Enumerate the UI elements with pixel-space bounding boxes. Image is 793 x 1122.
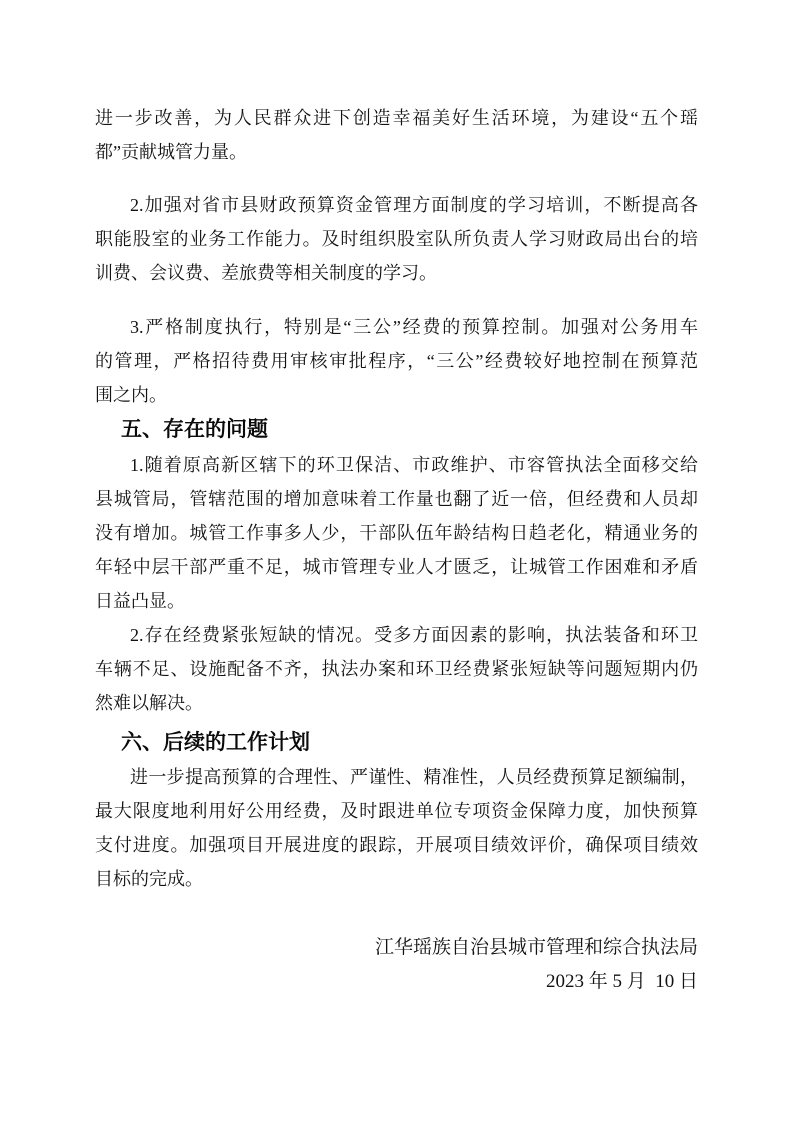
text-line: 3.严格制度执行，特别是“三公”经费的预算控制。加强对公务用车: [130, 317, 698, 337]
signature-block: [95, 931, 698, 999]
text-line: 2.加强对省市县财政预算资金管理方面制度的学习培训，不断提高各: [130, 195, 698, 215]
paragraph: [95, 760, 698, 896]
text-line: 车辆不足、设施配备不齐，执法办案和环卫经费紧张短缺等问题短期内仍: [95, 659, 698, 679]
text-line: 然难以解决。: [95, 693, 203, 713]
signature-organization: 江华瑶族自治县城市管理和综合执法局: [374, 937, 698, 958]
text-line: 最大限度地利用好公用经费，及时跟进单位专项资金保障力度，加快预算: [95, 801, 698, 821]
text-line: 县城管局，管辖范围的增加意味着工作量也翻了近一倍，但经费和人员却: [95, 489, 698, 509]
text-line: 都”贡献城管力量。: [95, 142, 247, 162]
text-line: 1.随着原高新区辖下的环卫保洁、市政维护、市容管执法全面移交给: [130, 455, 698, 475]
text-line: 年轻中层干部严重不足，城市管理专业人才匮乏，让城管工作困难和矛盾: [95, 557, 698, 577]
section-heading: [95, 726, 698, 760]
text-line: 的管理，严格招待费用审核审批程序，“三公”经费较好地控制在预算范: [95, 351, 698, 371]
paragraph: [95, 310, 698, 412]
text-line: 目标的完成。: [95, 869, 203, 889]
text-line: 五、存在的问题: [121, 418, 268, 441]
text-line: 支付进度。加强项目开展进度的跟踪，开展项目绩效评价，确保项目绩效: [95, 835, 698, 855]
paragraph: [95, 101, 698, 169]
text-line: 日益凸显。: [95, 591, 185, 611]
paragraph: [95, 618, 698, 720]
text-line: 职能股室的业务工作能力。及时组织股室队所负责人学习财政局出台的培: [95, 229, 698, 249]
text-line: 2.存在经费紧张短缺的情况。受多方面因素的影响，执法装备和环卫: [130, 625, 698, 645]
paragraph: [95, 448, 698, 618]
document-content: [95, 0, 698, 999]
text-line: 进一步改善，为人民群众进下创造幸福美好生活环境，为建设“五个瑶: [95, 108, 698, 128]
text-line: 进一步提高预算的合理性、严谨性、精准性，人员经费预算足额编制，: [130, 767, 698, 787]
section-heading: [95, 413, 698, 447]
document-body: [95, 101, 698, 896]
text-line: 没有增加。城管工作事多人少，干部队伍年龄结构日趋老化，精通业务的: [95, 523, 698, 543]
text-line: 训费、会议费、差旅费等相关制度的学习。: [95, 263, 437, 283]
signature-date: 2023 年 5 月 10 日: [545, 971, 698, 992]
text-line: 六、后续的工作计划: [121, 731, 310, 754]
paragraph: [95, 188, 698, 290]
text-line: 围之内。: [95, 385, 167, 405]
